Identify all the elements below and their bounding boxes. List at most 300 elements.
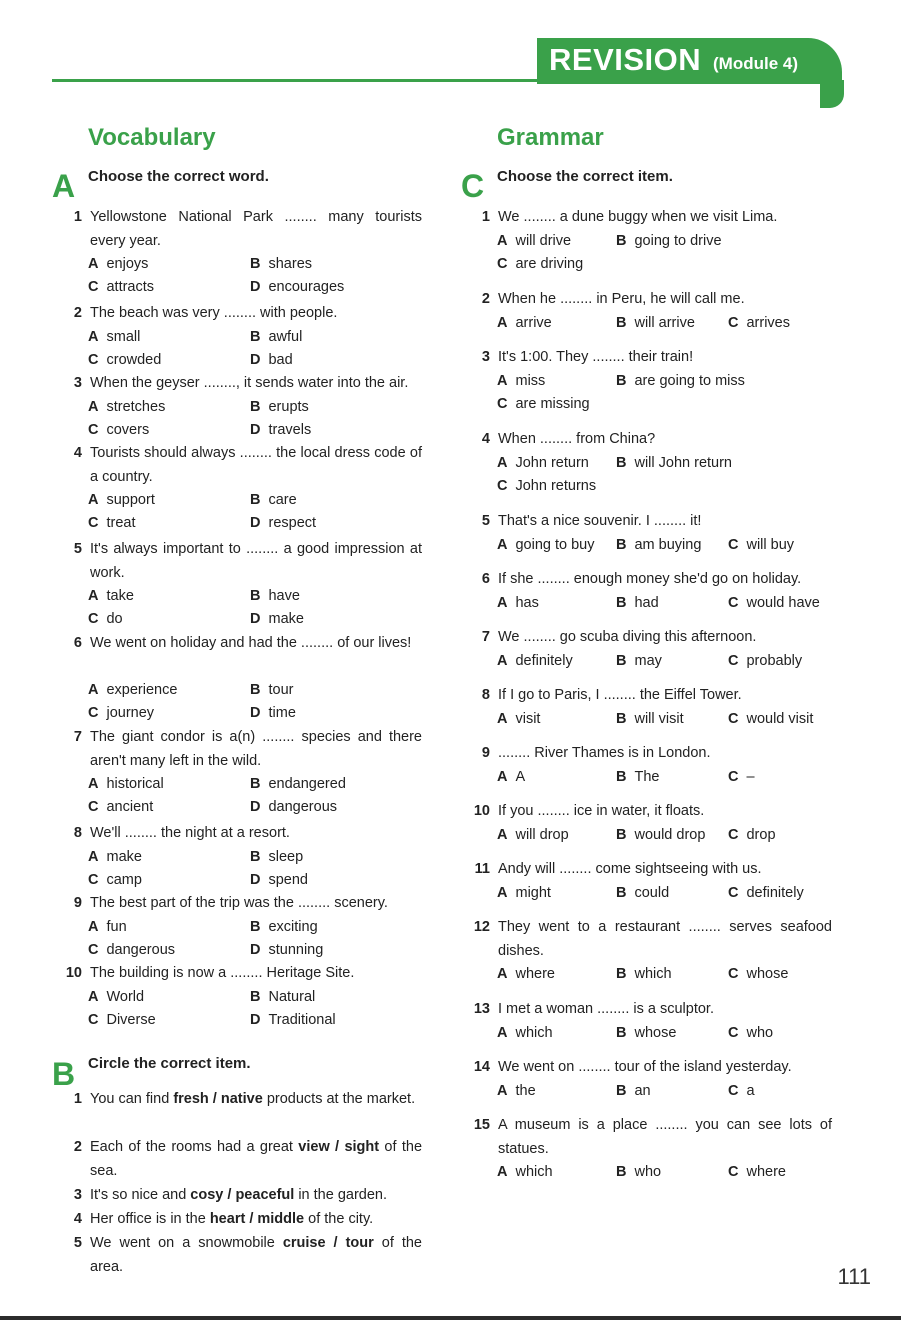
answer-option[interactable]: [497, 1022, 553, 1045]
item-number: 5: [73, 1235, 82, 1251]
answer-option[interactable]: [616, 824, 705, 847]
question-a-5: [62, 538, 422, 585]
question-text: ........ River Thames is in London.: [498, 745, 711, 761]
question-text: I met a woman ........ is a sculptor.: [498, 1001, 714, 1017]
option-text: whose: [746, 966, 789, 982]
option-letter: C: [88, 421, 99, 438]
option-letter: B: [250, 988, 261, 1005]
answer-option[interactable]: [88, 869, 142, 892]
circle-item-1: [62, 1088, 422, 1135]
question-text: It's 1:00. They ........ their train!: [498, 349, 694, 365]
option-letter: A: [497, 966, 508, 982]
option-text: awful: [268, 328, 303, 345]
item-text-after: in the garden.: [294, 1187, 388, 1203]
option-letter: C: [88, 279, 99, 295]
answer-option[interactable]: [250, 419, 311, 442]
answer-option[interactable]: [88, 512, 136, 535]
answer-option[interactable]: [497, 1080, 536, 1103]
exercise-b-instruction: Circle the correct item.: [88, 1055, 251, 1072]
answer-option[interactable]: [728, 708, 813, 731]
choice-word-2[interactable]: peaceful: [235, 1187, 295, 1203]
question-text: Yellowstone National Park ........ many tourists every year.: [90, 209, 422, 249]
option-letter: B: [616, 1024, 627, 1041]
option-letter: A: [88, 848, 99, 865]
question-a-3: [62, 372, 422, 396]
option-text: erupts: [268, 398, 309, 415]
option-text: going to buy: [515, 536, 595, 553]
option-letter: A: [497, 1082, 508, 1099]
option-letter: C: [728, 826, 739, 843]
option-text: has: [515, 594, 539, 611]
answer-option[interactable]: [88, 916, 127, 939]
answer-option[interactable]: [497, 475, 596, 498]
option-letter: B: [616, 652, 627, 669]
item-number: 3: [73, 1187, 82, 1203]
option-letter: C: [728, 536, 739, 553]
choice-word-2[interactable]: native: [220, 1091, 263, 1107]
item-text-after: of the sea.: [90, 1139, 423, 1179]
question-a-7: [62, 726, 422, 773]
choice-word-1[interactable]: cruise: [282, 1235, 326, 1251]
option-text: arrive: [515, 314, 552, 331]
answer-option[interactable]: [497, 452, 589, 475]
answer-option[interactable]: [497, 963, 555, 986]
option-text: are missing: [515, 395, 590, 412]
answer-option[interactable]: [250, 349, 293, 372]
answer-option[interactable]: [88, 939, 175, 962]
answer-option[interactable]: [88, 326, 140, 349]
option-letter: C: [728, 1024, 739, 1041]
answer-option[interactable]: [88, 253, 148, 276]
question-number: 2: [73, 305, 82, 321]
item-number: 1: [73, 1091, 82, 1107]
option-letter: C: [728, 884, 739, 901]
option-letter: A: [497, 314, 508, 331]
question-text: We went on ........ tour of the island yesterday.: [498, 1059, 792, 1075]
grammar-title: Grammar: [497, 124, 604, 151]
option-letter: C: [728, 652, 739, 669]
option-text: experience: [106, 682, 178, 698]
option-letter: C: [497, 477, 508, 494]
answer-option[interactable]: [250, 608, 304, 631]
answer-option[interactable]: [250, 326, 302, 349]
item-text: [90, 1184, 422, 1208]
option-letter: A: [497, 594, 508, 611]
question-text: The beach was very ........ with people.: [90, 305, 338, 321]
answer-option[interactable]: [88, 489, 155, 512]
option-letter: C: [728, 710, 739, 727]
answer-option[interactable]: [88, 349, 161, 372]
answer-option[interactable]: [88, 276, 154, 299]
answer-option[interactable]: [497, 824, 569, 847]
option-text: which: [634, 966, 672, 982]
answer-option[interactable]: [250, 939, 323, 962]
answer-option[interactable]: [88, 773, 164, 796]
option-text: ancient: [106, 799, 154, 815]
option-text: an: [634, 1082, 651, 1099]
option-letter: A: [88, 776, 99, 792]
option-text: dangerous: [268, 799, 338, 815]
vocabulary-title: Vocabulary: [88, 124, 216, 151]
question-number: 9: [481, 745, 490, 761]
option-letter: B: [616, 1082, 627, 1099]
option-letter: A: [497, 536, 508, 553]
option-letter: B: [616, 966, 627, 982]
option-text: who: [746, 1024, 774, 1041]
option-letter: A: [497, 1024, 508, 1041]
question-c-5: [470, 510, 832, 534]
option-letter: A: [497, 652, 508, 669]
option-text: camp: [106, 871, 142, 888]
answer-option[interactable]: [88, 796, 153, 819]
answer-option[interactable]: [88, 846, 142, 869]
option-letter: D: [250, 611, 261, 627]
question-number: 15: [473, 1117, 490, 1133]
answer-option[interactable]: [616, 592, 659, 615]
answer-option[interactable]: [88, 585, 134, 608]
option-text: Natural: [268, 988, 316, 1005]
option-letter: D: [250, 421, 261, 438]
answer-option[interactable]: [250, 846, 303, 869]
question-number: 4: [481, 431, 490, 447]
option-text: will visit: [634, 710, 684, 727]
question-text: The building is now a ........ Heritage Site.: [90, 965, 355, 981]
option-text: –: [746, 768, 755, 785]
option-text: definitely: [746, 884, 804, 901]
option-letter: B: [250, 492, 261, 508]
option-letter: A: [497, 372, 508, 389]
choice-word-2[interactable]: middle: [257, 1211, 305, 1227]
footer-rule: [0, 1316, 901, 1320]
answer-option[interactable]: [497, 393, 590, 416]
option-letter: B: [250, 398, 261, 415]
choice-word-1[interactable]: cosy: [190, 1187, 224, 1203]
answer-option[interactable]: [88, 702, 154, 725]
option-letter: B: [616, 314, 627, 331]
option-text: may: [634, 652, 662, 669]
question-number: 2: [481, 291, 490, 307]
option-letter: B: [616, 710, 627, 727]
question-number: 12: [473, 919, 490, 935]
question-a-1: [62, 206, 422, 253]
answer-option[interactable]: [88, 1009, 156, 1032]
option-text: A: [515, 768, 526, 785]
answer-option[interactable]: [728, 1080, 755, 1103]
circle-item-3: [62, 1184, 422, 1208]
option-text: crowded: [106, 351, 162, 368]
answer-option[interactable]: [616, 766, 659, 789]
answer-option[interactable]: [497, 312, 552, 335]
question-text: The best part of the trip was the ........ scenery.: [90, 895, 388, 911]
answer-option[interactable]: [88, 679, 177, 702]
answer-option[interactable]: [728, 882, 804, 905]
answer-option[interactable]: [616, 650, 662, 673]
option-text: a: [746, 1082, 755, 1099]
option-text: are going to miss: [634, 372, 745, 389]
answer-option[interactable]: [616, 370, 745, 393]
option-letter: A: [88, 256, 99, 272]
answer-option[interactable]: [250, 512, 316, 535]
question-c-3: [470, 346, 832, 370]
question-c-6: [470, 568, 832, 592]
choice-word-2[interactable]: tour: [345, 1235, 374, 1251]
answer-option[interactable]: [250, 1009, 336, 1032]
option-text: tour: [268, 682, 294, 698]
answer-option[interactable]: [88, 986, 144, 1009]
answer-option[interactable]: [497, 708, 540, 731]
option-letter: C: [88, 705, 99, 721]
option-letter: C: [728, 1164, 739, 1180]
option-letter: A: [88, 988, 99, 1005]
answer-option[interactable]: [728, 592, 820, 615]
option-text: will drive: [515, 232, 572, 249]
option-text: have: [268, 588, 300, 604]
option-text: encourages: [268, 279, 345, 295]
option-letter: D: [250, 515, 261, 531]
answer-option[interactable]: [497, 370, 545, 393]
option-letter: C: [728, 966, 739, 982]
answer-option[interactable]: [497, 534, 595, 557]
header-tab: [537, 38, 842, 84]
answer-option[interactable]: [728, 1022, 773, 1045]
option-text: stretches: [106, 398, 166, 415]
option-letter: C: [88, 351, 99, 368]
question-number: 10: [65, 965, 82, 981]
option-letter: B: [250, 328, 261, 345]
option-text: would have: [746, 594, 820, 611]
option-text: The: [634, 768, 660, 785]
option-text: travels: [268, 421, 312, 438]
option-letter: D: [250, 941, 261, 958]
option-text: care: [268, 492, 297, 508]
answer-option[interactable]: [728, 766, 755, 789]
header-tab-tail: [820, 80, 844, 108]
option-text: will John return: [634, 454, 732, 471]
option-text: stunning: [268, 941, 324, 958]
question-number: 1: [73, 209, 82, 225]
question-text: We'll ........ the night at a resort.: [90, 825, 290, 841]
answer-option[interactable]: [616, 230, 722, 253]
answer-option[interactable]: [250, 869, 308, 892]
question-a-2: [62, 302, 422, 326]
question-text: We ........ a dune buggy when we visit Lima.: [498, 209, 778, 225]
choice-word-1[interactable]: view: [298, 1139, 330, 1155]
question-c-4: [470, 428, 832, 452]
choice-word-1[interactable]: fresh: [173, 1091, 209, 1107]
answer-option[interactable]: [616, 534, 701, 557]
option-text: World: [106, 988, 145, 1005]
answer-option[interactable]: [728, 1161, 786, 1184]
option-text: covers: [106, 421, 150, 438]
question-number: 8: [481, 687, 490, 703]
question-number: 14: [473, 1059, 490, 1075]
question-text: If I go to Paris, I ........ the Eiffel Tower.: [498, 687, 742, 703]
option-letter: D: [250, 279, 261, 295]
question-number: 8: [73, 825, 82, 841]
option-text: would visit: [746, 710, 814, 727]
answer-option[interactable]: [616, 1022, 676, 1045]
question-number: 9: [73, 895, 82, 911]
option-text: Diverse: [106, 1011, 156, 1028]
item-text-before: Her office is in the: [90, 1211, 210, 1227]
question-text: Tourists should always ........ the local dress code of a country.: [90, 445, 422, 485]
question-number: 13: [473, 1001, 490, 1017]
option-text: respect: [268, 515, 317, 531]
option-letter: B: [250, 588, 261, 604]
answer-option[interactable]: [616, 963, 672, 986]
option-letter: C: [728, 594, 739, 611]
option-text: make: [106, 848, 142, 865]
option-text: enjoys: [106, 256, 149, 272]
question-a-4: [62, 442, 422, 489]
answer-option[interactable]: [250, 276, 344, 299]
option-letter: B: [616, 884, 627, 901]
option-letter: C: [88, 941, 99, 958]
option-letter: B: [250, 918, 261, 935]
question-c-12: [470, 916, 832, 963]
option-text: who: [634, 1164, 662, 1180]
answer-option[interactable]: [728, 534, 794, 557]
question-text: That's a nice souvenir. I ........ it!: [498, 513, 702, 529]
option-text: historical: [106, 776, 164, 792]
answer-option[interactable]: [497, 1161, 553, 1184]
answer-option[interactable]: [497, 253, 583, 276]
option-text: would drop: [634, 826, 706, 843]
option-letter: A: [497, 232, 508, 249]
question-text: If you ........ ice in water, it floats.: [498, 803, 705, 819]
item-text-before: We went on a snowmobile: [90, 1235, 283, 1251]
option-text: endangered: [268, 776, 346, 792]
question-number: 3: [481, 349, 490, 365]
option-letter: B: [616, 372, 627, 389]
item-text-before: It's so nice and: [90, 1187, 191, 1203]
question-text: A museum is a place ........ you can see lots of statues.: [498, 1117, 832, 1157]
answer-option[interactable]: [250, 253, 312, 276]
answer-option[interactable]: [616, 312, 695, 335]
option-letter: D: [250, 705, 261, 721]
answer-option[interactable]: [728, 312, 790, 335]
option-text: John returns: [515, 477, 597, 494]
question-a-6: [62, 632, 422, 679]
question-text: When the geyser ........, it sends water into the air.: [90, 375, 409, 391]
option-text: whose: [634, 1024, 677, 1041]
exercise-a-letter: A: [52, 168, 76, 204]
answer-option[interactable]: [616, 1080, 651, 1103]
question-text: The giant condor is a(n) ........ species and there aren't many left in the wild.: [90, 729, 422, 769]
answer-option[interactable]: [250, 489, 297, 512]
option-text: could: [634, 884, 670, 901]
choice-word-1[interactable]: heart: [209, 1211, 246, 1227]
item-number: 4: [73, 1211, 82, 1227]
option-letter: A: [497, 710, 508, 727]
answer-option[interactable]: [88, 396, 165, 419]
answer-option[interactable]: [728, 963, 788, 986]
option-letter: B: [250, 256, 261, 272]
option-text: visit: [515, 710, 541, 727]
answer-option[interactable]: [616, 1161, 661, 1184]
question-c-7: [470, 626, 832, 650]
answer-option[interactable]: [250, 796, 337, 819]
option-text: shares: [268, 256, 313, 272]
question-number: 4: [73, 445, 82, 461]
item-text-after: products at the market.: [262, 1091, 416, 1107]
exercise-b-letter: B: [52, 1056, 76, 1092]
option-text: time: [268, 705, 296, 721]
answer-option[interactable]: [497, 230, 571, 253]
answer-option[interactable]: [728, 650, 802, 673]
answer-option[interactable]: [250, 702, 296, 725]
item-text: [90, 1136, 422, 1183]
option-text: are driving: [515, 255, 584, 272]
answer-option[interactable]: [616, 452, 732, 475]
question-c-11: [470, 858, 832, 882]
question-number: 1: [481, 209, 490, 225]
option-text: John return: [515, 454, 589, 471]
answer-option[interactable]: [250, 679, 293, 702]
circle-item-4: [62, 1208, 422, 1232]
item-text-after: of the city.: [304, 1211, 374, 1227]
option-letter: A: [497, 768, 508, 785]
option-letter: B: [250, 682, 261, 698]
option-letter: B: [250, 776, 261, 792]
answer-option[interactable]: [88, 608, 123, 631]
option-text: where: [746, 1164, 786, 1180]
answer-option[interactable]: [250, 773, 346, 796]
exercise-c-instruction: Choose the correct item.: [497, 168, 673, 185]
option-text: will drop: [515, 826, 569, 843]
answer-option[interactable]: [250, 986, 315, 1009]
option-text: the: [515, 1082, 536, 1099]
header-title: REVISION: [549, 42, 702, 77]
answer-option[interactable]: [616, 708, 684, 731]
option-text: Traditional: [268, 1011, 336, 1028]
answer-option[interactable]: [497, 766, 525, 789]
option-text: take: [106, 588, 134, 604]
question-number: 6: [73, 635, 82, 651]
option-text: definitely: [515, 652, 573, 669]
answer-option[interactable]: [250, 585, 300, 608]
option-text: probably: [746, 652, 803, 669]
option-letter: B: [616, 826, 627, 843]
answer-option[interactable]: [497, 592, 539, 615]
item-text: [90, 1208, 422, 1232]
answer-option[interactable]: [728, 824, 776, 847]
question-text: We went on holiday and had the ........ of our lives!: [90, 635, 412, 651]
question-text: They went to a restaurant ........ serves seafood dishes.: [498, 919, 832, 959]
choice-separator: /: [245, 1211, 258, 1227]
option-text: had: [634, 594, 659, 611]
option-letter: C: [88, 799, 99, 815]
question-c-13: [470, 998, 832, 1022]
answer-option[interactable]: [497, 882, 551, 905]
option-letter: D: [250, 1011, 261, 1028]
option-text: fun: [106, 918, 127, 935]
answer-option[interactable]: [250, 396, 309, 419]
option-letter: B: [616, 594, 627, 611]
option-letter: D: [250, 871, 261, 888]
answer-option[interactable]: [88, 419, 149, 442]
choice-word-2[interactable]: sight: [344, 1139, 380, 1155]
question-a-8: [62, 822, 422, 846]
option-text: small: [106, 328, 141, 345]
option-letter: B: [616, 768, 627, 785]
question-number: 7: [481, 629, 490, 645]
question-a-10: [62, 962, 422, 986]
answer-option[interactable]: [616, 882, 669, 905]
answer-option[interactable]: [250, 916, 318, 939]
option-letter: C: [728, 314, 739, 331]
answer-option[interactable]: [497, 650, 573, 673]
